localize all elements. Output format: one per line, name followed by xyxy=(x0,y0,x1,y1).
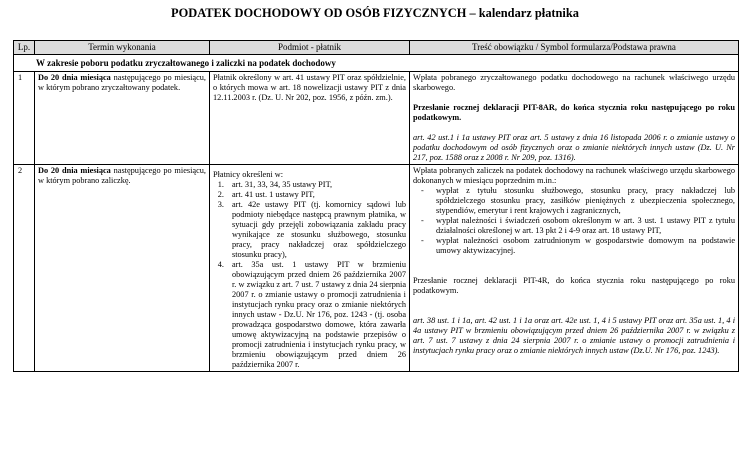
section-title: W zakresie poboru podatku zryczałtowanego i zaliczki na podatek dochodowy xyxy=(14,55,739,72)
subject-cell xyxy=(210,165,410,372)
deadline-cell xyxy=(35,72,210,165)
content-paragraph: Wpłata pobranego zryczałtowanego podatku dochodowego na rachunek właściwego urzędu skarbowego. xyxy=(413,73,735,92)
table-row xyxy=(14,165,739,372)
deadline-bold: Do 20 dnia miesiąca xyxy=(38,73,111,82)
content-paragraph-bold: Przesłanie rocznej deklaracji PIT-8AR, do końca stycznia roku następującego po roku podatkowym. xyxy=(413,103,735,122)
page-title: PODATEK DOCHODOWY OD OSÓB FIZYCZNYCH – kalendarz płatnika xyxy=(171,6,579,20)
legal-basis: art. 38 ust. 1 i 1a, art. 42 ust. 1 i 1a oraz art. 42e ust. 1, 4 i 5 ustawy PIT oraz art. 35a ust. 1, 4 i 4a ustawy PIT w brzmieniu obowiązującym przed dniem 26 października 2007 r. w związku z art. 7 ust. 7 ustawy z dnia 24 sierpnia 2007 r. o zmianie ustawy o promocji zatrudnienia i instytucjach rynku pracy oraz o zmianie niektórych innych ustaw (Dz.U. Nr 176, poz. 1243). xyxy=(413,316,735,355)
content-paragraph: Przesłanie rocznej deklaracji PIT-4R, do końca stycznia roku następującego po roku podatkowym. xyxy=(413,276,735,295)
content-cell xyxy=(410,72,739,165)
table-header-row xyxy=(14,41,739,55)
subject-list xyxy=(213,180,406,370)
list-item: 3. art. 42e ustawy PIT (tj. komornicy sądowi lub podmioty niebędące następcą prawnym płatnika, w sytuacji gdy przejęli zobowiązania zakładu pracy wynikające ze stosunku służbowego, stosunku pracy, pracy nakładczej oraz spółdzielczego stosunku pracy), xyxy=(226,200,406,260)
subject-cell: Płatnik określony w art. 41 ustawy PIT oraz spółdzielnie, o których mowa w art. 18 nowelizacji ustawy PIT z dnia 12.11.2003 r. (Dz. U. Nr 202, poz. 1956, z późn. zm.). xyxy=(210,72,410,165)
section-row xyxy=(14,55,739,72)
deadline-cell xyxy=(35,165,210,372)
deadline-bold: Do 20 dnia miesiąca xyxy=(38,166,111,175)
calendar-table xyxy=(13,40,739,372)
subject-intro: Płatnicy określeni w: xyxy=(213,170,284,179)
list-item: - wypłat należności i świadczeń osobom określonym w art. 3 ust. 1 ustawy PIT z tytułu działalności określonej w art. 13 pkt 2 i 4-9 oraz art. 18 ustawy PIT, xyxy=(425,216,735,236)
list-item: - wypłat z tytułu stosunku służbowego, stosunku pracy, pracy nakładczej lub spółdzielczego stosunku pracy, zasiłków pieniężnych z ubezpieczenia społecznego, stypendiów, emerytur i rent krajowych i zagranicznych, xyxy=(425,186,735,216)
col-header-deadline: Termin wykonania xyxy=(35,41,210,55)
col-header-lp: Lp. xyxy=(14,41,35,55)
col-header-subject: Podmiot - płatnik xyxy=(210,41,410,55)
content-cell xyxy=(410,165,739,372)
content-paragraph: Wpłata pobranych zaliczek na podatek dochodowy na rachunek właściwego urzędu skarbowego dokonanych w miesiącu poprzednim m.in.: xyxy=(413,166,735,185)
deadline-text: następującego po miesiącu, w którym pobrano zaliczkę. xyxy=(38,166,206,185)
row-number: 2 xyxy=(14,165,35,372)
table-row xyxy=(14,72,739,165)
list-item: 2. art. 41 ust. 1 ustawy PIT, xyxy=(226,190,406,200)
list-item: - wypłat należności osobom zatrudnionym w gospodarstwie domowym na podstawie umowy aktywizacyjnej. xyxy=(425,236,735,256)
legal-basis: art. 42 ust.1 i 1a ustawy PIT oraz art. 5 ustawy z dnia 16 listopada 2006 r. o zmianie ustawy o podatku dochodowym od osób fizycznych oraz o zmianie niektórych innych ustaw (Dz. U. Nr 217, poz. 1588 oraz z 2008 r. Nr 209, poz. 1316). xyxy=(413,133,735,162)
deadline-text: następującego po miesiącu, w którym pobrano zryczałtowany podatek. xyxy=(38,73,206,92)
col-header-content: Treść obowiązku / Symbol formularza/Podstawa prawna xyxy=(410,41,739,55)
content-list xyxy=(413,186,735,256)
list-item: 1. art. 31, 33, 34, 35 ustawy PIT, xyxy=(226,180,406,190)
list-item: 4. art. 35a ust. 1 ustawy PIT w brzmieniu obowiązującym przed dniem 26 października 2007 r. w związku z art. 7 ust. 7 ustawy z dnia 24 sierpnia 2007 r. o zmianie ustawy o promocji zatrudnienia i instytucjach rynku pracy oraz o zmianie niektórych innych ustaw - Dz.U. Nr 176, poz. 1243 - (tj. osoba prowadząca gospodarstwo domowe, która zawarła umowę aktywizacyjną na podstawie przepisów o promocji zatrudnienia i instytucjach rynku pracy, w brzmieniu obowiązującym przed dniem 26 października 2007 r. xyxy=(226,260,406,370)
row-number: 1 xyxy=(14,72,35,165)
